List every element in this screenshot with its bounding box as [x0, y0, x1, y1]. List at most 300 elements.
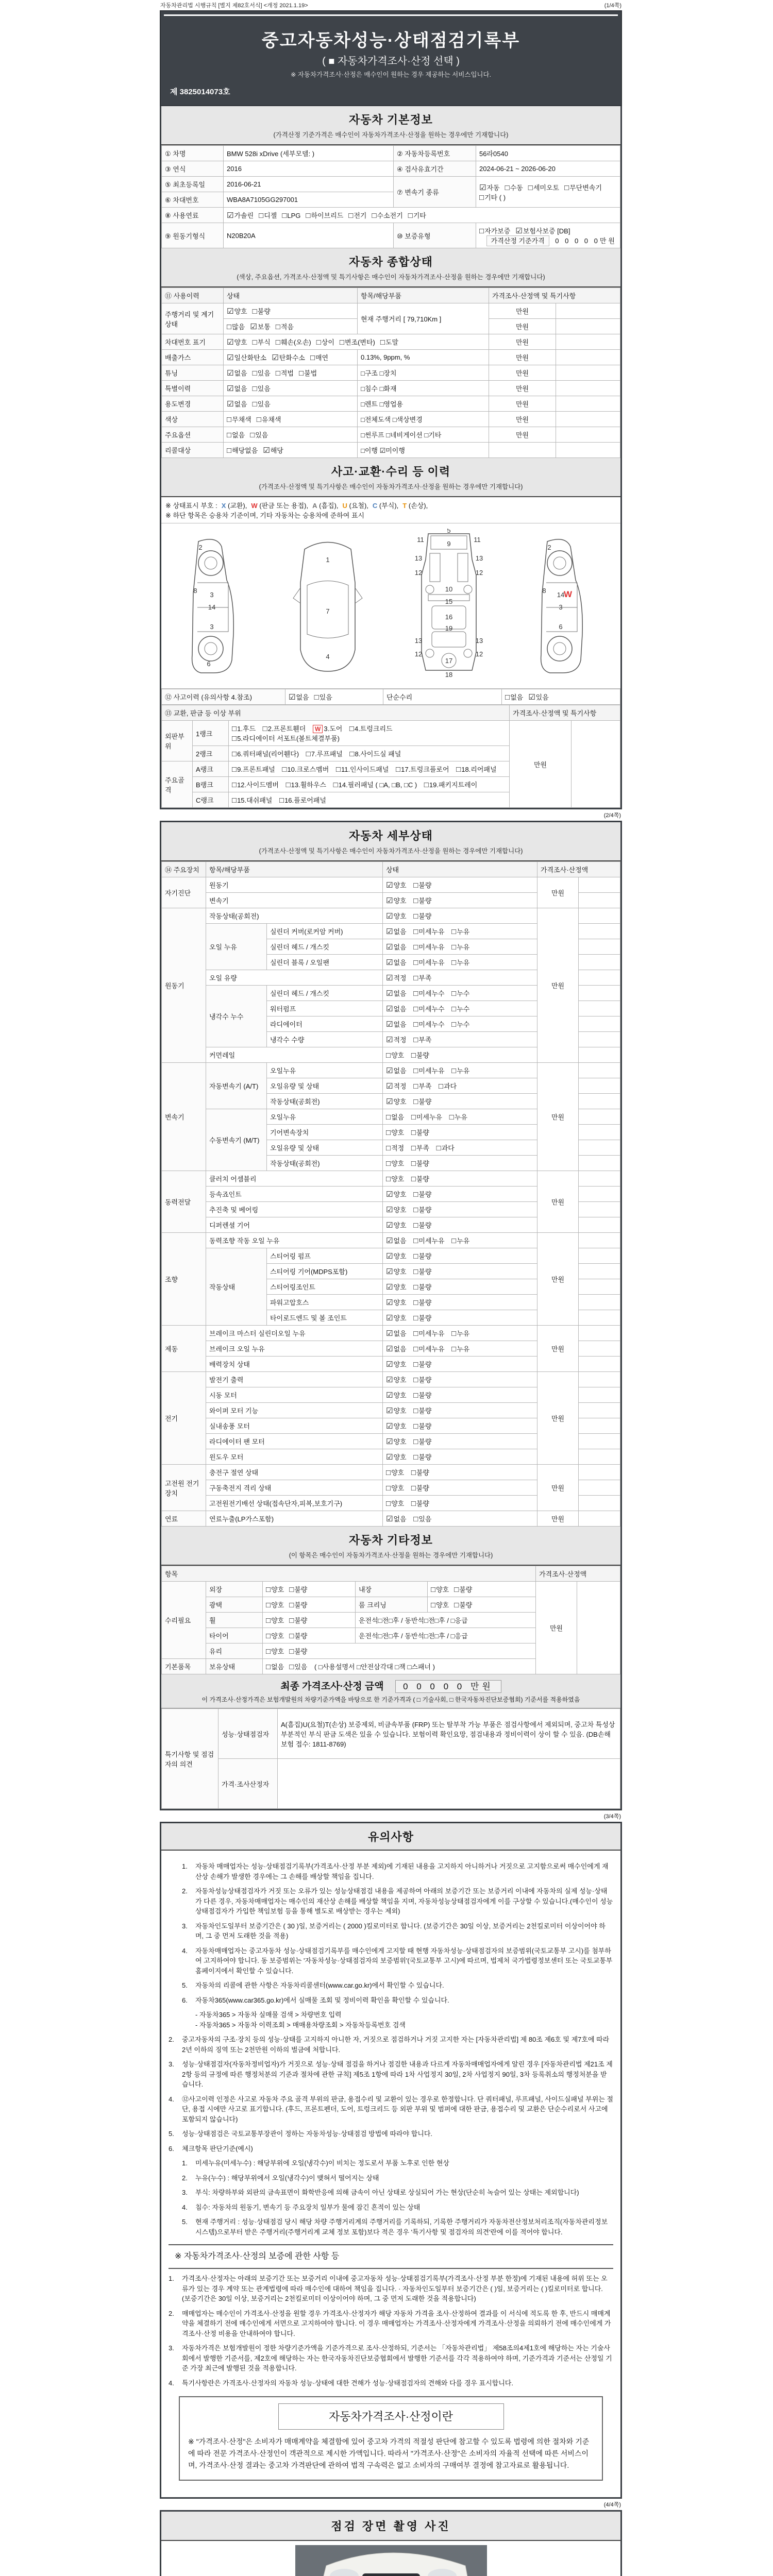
state-checkboxes[interactable]	[383, 1295, 537, 1310]
checkbox-option[interactable]: □불량	[413, 896, 432, 905]
state-checkboxes[interactable]	[383, 1032, 537, 1047]
state-checkboxes[interactable]	[383, 1480, 537, 1496]
checkbox-option[interactable]: □있음	[413, 1515, 432, 1523]
checkbox-option[interactable]: □양호	[431, 1601, 449, 1609]
checkbox-option[interactable]: ☑양호	[386, 1252, 407, 1261]
state-checkboxes[interactable]	[383, 1387, 537, 1403]
checkbox-option[interactable]: □7.루프패널	[306, 750, 343, 758]
checkbox-option[interactable]: □불량	[252, 307, 271, 316]
checkbox-option[interactable]: □적법	[275, 369, 294, 378]
checkbox-option[interactable]: ☑없음	[386, 943, 407, 952]
note-cell	[579, 1418, 620, 1434]
state-checkboxes[interactable]	[383, 955, 537, 970]
state-checkboxes[interactable]	[383, 893, 537, 908]
checkbox-option[interactable]: □양호	[386, 1499, 405, 1508]
checkbox-option[interactable]: □8.사이드실 패널	[349, 750, 401, 758]
checkbox-option[interactable]: □불량	[411, 1051, 429, 1060]
checkbox-option[interactable]: ☑일산화탄소	[227, 353, 267, 362]
unchecked-checkbox-icon: □	[413, 1437, 418, 1446]
checkbox-option[interactable]: □수소전기	[372, 211, 403, 220]
svg-text:2: 2	[547, 544, 551, 551]
engine-type-value: N20B20A	[224, 223, 394, 248]
state-checkboxes[interactable]: □없음 □있음 ( □사용설명서 □안전삼각대 □잭 □스패너 )	[263, 1659, 536, 1674]
unchecked-checkbox-icon: □	[413, 881, 418, 890]
state-checkboxes[interactable]	[383, 1496, 537, 1511]
checkbox-option[interactable]: □누유	[451, 1236, 470, 1245]
checkbox-option[interactable]: □불량	[413, 1221, 432, 1230]
checkbox-option[interactable]: □하이브리드	[306, 211, 344, 220]
checkbox-option[interactable]: □있음	[252, 369, 271, 378]
checkbox-option[interactable]: ☑양호	[386, 881, 407, 890]
checkbox-option[interactable]: ☑보통	[250, 323, 271, 331]
checkbox-option[interactable]: □불량	[413, 1252, 432, 1261]
checkbox-option[interactable]: □누유	[451, 1329, 470, 1338]
checkbox-option[interactable]: □불량	[413, 1314, 432, 1323]
checkbox-option[interactable]: □미세누유	[413, 1066, 445, 1075]
checkbox-option[interactable]: □불량	[413, 881, 432, 890]
panel-items[interactable]	[229, 746, 510, 761]
checkbox-option[interactable]: □17.트렁크플로어	[396, 765, 449, 774]
checkbox-option[interactable]: □양호	[386, 1468, 405, 1477]
state-checkboxes[interactable]	[383, 986, 537, 1001]
checkbox-option[interactable]: □불량	[413, 1283, 432, 1292]
checkbox-option[interactable]: □미세누유	[413, 927, 445, 936]
checkbox-option[interactable]: □기타	[408, 211, 426, 220]
state-checkboxes[interactable]	[383, 1156, 537, 1171]
row-label: 튜닝	[162, 365, 224, 381]
state-code: T (손상),	[402, 502, 428, 510]
notice-item-number: 4.	[182, 1946, 188, 1955]
checkbox-option[interactable]: □미세누수	[413, 989, 445, 998]
checkbox-option[interactable]: □불량	[454, 1601, 473, 1609]
state-checkboxes[interactable]	[383, 908, 537, 924]
unchecked-checkbox-icon: □	[339, 338, 344, 347]
svg-text:12: 12	[415, 650, 423, 658]
checkbox-option[interactable]: □불량	[411, 1159, 429, 1168]
checkbox-option[interactable]: □적음	[275, 323, 294, 331]
checkbox-option[interactable]: ☑없음	[227, 400, 247, 409]
unchecked-checkbox-icon: □	[386, 1499, 391, 1508]
state-checkboxes[interactable]	[383, 1016, 537, 1032]
car-diagram	[178, 531, 255, 681]
state-checkboxes[interactable]	[224, 412, 358, 427]
notice-item-text: 자동차가격은 보험개발원이 정한 차량기준가액을 기준가격으로 조사·산정하되, 기준서는 「자동차관리법」 제58조의4제1호에 해당하는 자는 기술사회에서 발행한 기준서를, 제2호에 해당하는 자는 한국자동차진단보증협회에서 발행한 기준서를 각각 적용하여야 하며, 기준가격과 기준서는 산정일 기준 가장 최근에 발행된 것을 적용합니다.	[182, 2344, 612, 2372]
checkbox-option[interactable]: □14.필러패널 ( □A, □B, □C )	[333, 781, 417, 789]
mileage-amount-checkboxes[interactable]	[224, 319, 358, 334]
state-checkboxes[interactable]	[224, 334, 489, 350]
state-checkboxes[interactable]	[383, 1094, 537, 1109]
note-cell	[556, 412, 620, 427]
checked-checkbox-icon: ☑	[386, 1236, 393, 1245]
checkbox-option[interactable]: □유채색	[256, 415, 281, 424]
checkbox-option[interactable]: □변조(변타)	[339, 338, 375, 347]
checkbox-option[interactable]: ☑적정	[386, 1036, 407, 1044]
part-name: 윈도우 모터	[206, 1449, 383, 1465]
state-checkboxes[interactable]	[224, 350, 358, 365]
gearbox-checkboxes[interactable]	[476, 177, 620, 208]
notice-item	[169, 2144, 613, 2154]
checkbox-option[interactable]: ☑없음	[386, 927, 407, 936]
unchecked-checkbox-icon: □	[411, 1468, 416, 1477]
checkbox-option[interactable]: □없음	[386, 1113, 405, 1122]
checkbox-option[interactable]: ☑없음	[386, 1236, 407, 1245]
state-checkboxes[interactable]	[383, 1279, 537, 1295]
checkbox-option[interactable]: ☑없음	[227, 369, 247, 378]
checkbox-option[interactable]: ☑양호	[386, 1376, 407, 1384]
part-name: 라디에이터	[267, 1016, 383, 1032]
checkbox-option[interactable]: ☑없음	[227, 384, 247, 393]
state-checkboxes[interactable]	[383, 1403, 537, 1418]
state-checkboxes[interactable]	[383, 1341, 537, 1357]
checkbox-option[interactable]: □무채색	[227, 415, 251, 424]
panel-items[interactable]	[229, 721, 510, 746]
checkbox-option[interactable]: □누수	[451, 989, 470, 998]
state-checkboxes[interactable]	[383, 1202, 537, 1217]
checkbox-option[interactable]: □전기	[348, 211, 367, 220]
checkbox-option[interactable]: ☑자동	[479, 183, 500, 192]
column-header: ⑪ 사용이력	[162, 288, 224, 303]
checkbox-option[interactable]: □기타 ( )	[479, 193, 506, 202]
page-mark-4: (4/4쪽)	[603, 2502, 621, 2509]
checkbox-option[interactable]: ☑있음	[528, 693, 549, 702]
state-checkboxes[interactable]	[383, 1125, 537, 1140]
checkbox-option[interactable]: ☑양호	[386, 1422, 407, 1431]
checkbox-option[interactable]: □불량	[289, 1601, 308, 1609]
checkbox-option[interactable]: □19.패키지트레이	[424, 781, 478, 789]
checkbox-option[interactable]: □불량	[411, 1468, 429, 1477]
note-cell	[579, 1387, 620, 1403]
checkbox-option[interactable]: □불량	[413, 1360, 432, 1369]
checkbox-option[interactable]: □양호	[266, 1632, 284, 1640]
svg-text:13: 13	[476, 554, 483, 562]
checkbox-option[interactable]: ☑양호	[386, 1360, 407, 1369]
state-checkboxes[interactable]	[383, 1078, 537, 1094]
checkbox-option[interactable]: ☑없음	[386, 989, 407, 998]
checkbox-option[interactable]: □양호	[386, 1051, 405, 1060]
checkbox-option[interactable]: □12.사이드멤버	[232, 781, 279, 789]
checkbox-option[interactable]: ☑없음	[386, 1066, 407, 1075]
checkbox-option[interactable]: □미세누유	[413, 1345, 445, 1353]
checkbox-option[interactable]: ☑양호	[386, 1391, 407, 1400]
state-checkboxes[interactable]	[383, 1449, 537, 1465]
checkbox-option[interactable]: □부족	[413, 1036, 432, 1044]
unchecked-checkbox-icon: □	[413, 974, 418, 982]
checkbox-option[interactable]: □불량	[413, 1206, 432, 1214]
note-cell	[577, 1582, 620, 1674]
checkbox-option[interactable]: ☑없음	[386, 1515, 407, 1523]
checkbox-option[interactable]: □무단변속기	[564, 183, 602, 192]
checkbox-option[interactable]: □양호	[386, 1128, 405, 1137]
model-year-value: 2016	[224, 161, 394, 177]
unchecked-checkbox-icon: □	[252, 307, 257, 316]
state-checkboxes[interactable]	[263, 1597, 356, 1613]
checkbox-option[interactable]: □누유	[449, 1113, 467, 1122]
state-checkboxes[interactable]	[383, 1310, 537, 1326]
checkbox-option[interactable]: □없음	[227, 431, 245, 439]
checkbox-option[interactable]: □불량	[413, 1437, 432, 1446]
checkbox-option[interactable]: □불량	[413, 1453, 432, 1462]
checkbox-option[interactable]: ☑양호	[227, 307, 247, 316]
column-header: 상태	[224, 288, 358, 303]
checkbox-option[interactable]: □상이	[316, 338, 334, 347]
page1-box	[160, 106, 622, 809]
form-topline	[160, 0, 622, 10]
note-cell	[579, 1187, 620, 1202]
checkbox-option[interactable]: □적정	[386, 1144, 405, 1153]
checkbox-option[interactable]: □세미오토	[528, 183, 560, 192]
state-checkboxes[interactable]	[224, 427, 358, 443]
checkbox-option[interactable]: □양호	[266, 1616, 284, 1625]
state-checkboxes[interactable]	[383, 1217, 537, 1233]
state-checkboxes[interactable]	[383, 1357, 537, 1372]
checkbox-option[interactable]: □LPG	[282, 211, 301, 220]
state-checkboxes[interactable]	[383, 1001, 537, 1016]
checkbox-option[interactable]: ☑양호	[386, 1206, 407, 1214]
checkbox-option[interactable]: □없음	[266, 1663, 284, 1671]
mileage-state-checkboxes[interactable]	[224, 303, 358, 319]
state-checkboxes[interactable]	[263, 1628, 356, 1643]
state-checkboxes[interactable]	[263, 1643, 536, 1659]
checkbox-option[interactable]: ☑없음	[289, 693, 309, 702]
checkbox-option[interactable]: □미세누수	[413, 1005, 445, 1013]
unchecked-checkbox-icon: □	[413, 1345, 418, 1353]
checkbox-option[interactable]: □불량	[413, 1267, 432, 1276]
checkbox-option[interactable]: □11.인사이드패널	[335, 765, 389, 774]
simple-repair-checkboxes[interactable]	[502, 689, 620, 705]
checkbox-option[interactable]: □5.라디에이터 서포트(볼트체결부품)	[232, 734, 340, 743]
checkbox-option[interactable]: ☑양호	[386, 1437, 407, 1446]
checkbox-option[interactable]: ☑없음	[386, 1005, 407, 1013]
checkbox-option[interactable]: □부식	[252, 338, 271, 347]
checkbox-option[interactable]: □과다	[439, 1082, 457, 1091]
checkbox-option[interactable]: ☑양호	[386, 896, 407, 905]
checkbox-option[interactable]: □16.플로어패널	[279, 796, 326, 805]
state-checkboxes[interactable]	[263, 1613, 356, 1628]
checkbox-option[interactable]: □부족	[413, 974, 432, 982]
checkbox-option[interactable]: □있음	[289, 1663, 308, 1671]
checkbox-option[interactable]: □불량	[289, 1616, 308, 1625]
part-name: 오일누유	[267, 1063, 383, 1078]
state-checkboxes[interactable]	[224, 365, 358, 381]
fuel-checkboxes[interactable]	[224, 208, 620, 223]
checkbox-option[interactable]: □있음	[252, 384, 271, 393]
panel-items[interactable]	[229, 761, 510, 777]
state-checkboxes[interactable]	[224, 443, 358, 458]
checkbox-option[interactable]: □불량	[289, 1632, 308, 1640]
checkbox-option[interactable]: □누유	[451, 1345, 470, 1353]
checkbox-option[interactable]: □10.크로스멤버	[282, 765, 329, 774]
checkbox-option[interactable]: ☑없음	[386, 1345, 407, 1353]
checkbox-option[interactable]: □15.대쉬패널	[232, 796, 273, 805]
notice-item	[182, 1861, 613, 1882]
checkbox-option[interactable]: ☑양호	[386, 1298, 407, 1307]
checkbox-option[interactable]: ☑양호	[386, 1221, 407, 1230]
checkbox-option[interactable]: ☑가솔린	[227, 211, 254, 220]
checkbox-option[interactable]: ☑해당	[263, 446, 283, 455]
checkbox-option[interactable]: □미세누유	[413, 1329, 445, 1338]
notice-item-text: 자동차성능상태점검자가 거짓 또는 오류가 있는 성능상태점검 내용을 제공하여 아래의 보증기간 또는 보증거리 이내에 자동차의 실제 성능·상태가 다른 경우, 자동차매매업자는 매수인의 재산상 손해를 배상할 책임을 지며, 자동차성능상태점검자에게 이를 구상할 수 있습니다.(매수인이 성능상태점검자가 가입한 책임보험 등을 통해 별도로 배상받는 경우는 제외)	[195, 1887, 613, 1915]
checkbox-option[interactable]: ☑양호	[386, 1453, 407, 1462]
state-checkboxes[interactable]	[428, 1597, 536, 1613]
checkbox-option[interactable]: □불량	[413, 1190, 432, 1199]
checkbox-option[interactable]: □미세누유	[413, 943, 445, 952]
checkbox-option[interactable]: □불량	[289, 1585, 308, 1594]
warranty-checkboxes[interactable]	[479, 227, 575, 235]
checkbox-option[interactable]: □18.리어패널	[456, 765, 497, 774]
state-checkboxes[interactable]	[383, 877, 537, 893]
checkbox-option[interactable]: □미세누유	[413, 1236, 445, 1245]
checkbox-option[interactable]: □9.프론트패널	[232, 765, 275, 774]
checkbox-option[interactable]: ☑양호	[386, 1097, 407, 1106]
state-checkboxes[interactable]	[263, 1582, 356, 1597]
checkbox-option[interactable]: ☑적정	[386, 1082, 407, 1091]
checkbox-option[interactable]: □불량	[454, 1585, 473, 1594]
state-checkboxes[interactable]	[383, 1187, 537, 1202]
state-checkboxes[interactable]	[224, 381, 358, 396]
state-checkboxes[interactable]	[383, 1140, 537, 1156]
checkbox-option[interactable]: □6.쿼터패널(리어휀다)	[232, 750, 299, 758]
checkbox-option[interactable]: □누유	[451, 927, 470, 936]
checkbox-option[interactable]: □2.프론트휀더	[262, 724, 306, 733]
state-checkboxes[interactable]	[383, 939, 537, 955]
state-checkboxes[interactable]	[224, 396, 358, 412]
device-group: 변속기	[162, 1063, 206, 1171]
checkbox-option[interactable]: ☑없음	[386, 1020, 407, 1029]
checkbox-option[interactable]: □많음	[227, 323, 245, 331]
state-checkboxes[interactable]	[383, 924, 537, 939]
state-checkboxes[interactable]	[383, 1511, 537, 1527]
checked-checkbox-icon: ☑	[227, 211, 234, 220]
checkbox-option[interactable]: ☑양호	[386, 1190, 407, 1199]
checkbox-option[interactable]: ☑양호	[386, 1406, 407, 1415]
checkbox-option[interactable]: ☑탄화수소	[272, 353, 305, 362]
checkbox-option[interactable]: □불량	[413, 1376, 432, 1384]
checkbox-option[interactable]: ☑양호	[386, 1267, 407, 1276]
checkbox-option[interactable]: □불량	[411, 1484, 429, 1493]
checkbox-option[interactable]: □불량	[411, 1175, 429, 1183]
state-checkboxes[interactable]	[383, 1264, 537, 1279]
state-codes-legend	[161, 497, 620, 523]
checkbox-option[interactable]: □부족	[411, 1144, 429, 1153]
checkbox-option[interactable]: ☑양호	[386, 1314, 407, 1323]
checkbox-option[interactable]: □미세누유	[411, 1113, 443, 1122]
checkbox-option[interactable]: □누유	[451, 1066, 470, 1075]
checkbox-option[interactable]: W 3.도어	[313, 723, 342, 733]
checkbox-option[interactable]: □불법	[298, 369, 317, 378]
state-checkboxes[interactable]	[428, 1582, 536, 1597]
row-label: 주요옵션	[162, 427, 224, 443]
state-checkboxes[interactable]	[383, 1372, 537, 1387]
checkbox-option[interactable]: □불량	[289, 1647, 308, 1656]
checkbox-option[interactable]: ☑양호	[386, 1283, 407, 1292]
checkbox-option[interactable]: ☑양호	[386, 912, 407, 921]
checkbox-option[interactable]: □불량	[413, 1097, 432, 1106]
checkbox-option[interactable]: □불량	[413, 1422, 432, 1431]
checkbox-option[interactable]: □없음	[505, 693, 524, 702]
checkbox-option[interactable]: □부족	[413, 1082, 432, 1091]
checkbox-option[interactable]: □도말	[380, 338, 399, 347]
state-checkboxes[interactable]	[383, 1248, 537, 1264]
checkbox-option[interactable]: □있음	[314, 693, 332, 702]
accident-history-checkboxes[interactable]	[285, 689, 383, 705]
checkbox-option[interactable]: □불량	[413, 1298, 432, 1307]
svg-text:W: W	[564, 589, 573, 599]
checkbox-option[interactable]: ☑없음	[386, 958, 407, 967]
checkbox-option[interactable]: □누유	[451, 958, 470, 967]
checkbox-option[interactable]: □수동	[505, 183, 523, 192]
remarks-head: 특기사항 및 점검자의 의견	[162, 1709, 219, 1809]
checkbox-option[interactable]: ☑보험사보증 [DB]	[515, 227, 570, 235]
unchecked-checkbox-icon: □	[227, 415, 232, 424]
state-checkboxes[interactable]	[383, 1171, 537, 1187]
state-checkboxes[interactable]	[383, 1434, 537, 1449]
state-checkboxes[interactable]	[383, 1465, 537, 1480]
checked-checkbox-icon: ☑	[386, 1376, 393, 1384]
checkbox-option[interactable]: □양호	[266, 1585, 284, 1594]
panel-items[interactable]	[229, 792, 510, 808]
checkbox-option[interactable]: □과다	[436, 1144, 455, 1153]
state-checkboxes[interactable]	[383, 1233, 537, 1248]
checkbox-option[interactable]: □양호	[386, 1484, 405, 1493]
checkbox-option[interactable]: □불량	[411, 1499, 429, 1508]
panel-items[interactable]	[229, 777, 510, 792]
svg-text:4: 4	[326, 653, 330, 660]
checkbox-option[interactable]: □1.후드	[232, 724, 256, 733]
checkbox-option[interactable]: □양호	[266, 1601, 284, 1609]
sub-group: 오일 누유	[206, 924, 267, 970]
checkbox-option[interactable]: □있음	[250, 431, 268, 439]
checkbox-option[interactable]: □13.휠하우스	[285, 781, 326, 789]
unchecked-checkbox-icon: □	[413, 927, 418, 936]
checkbox-option[interactable]: □자가보증	[479, 227, 511, 235]
notice-item-text: 침수: 자동차의 원동기, 변속기 등 주요장치 일부가 물에 잠긴 흔적이 있는 상태	[195, 2203, 421, 2211]
checkbox-option[interactable]: □누유	[451, 943, 470, 952]
checkbox-option[interactable]: ☑없음	[386, 1329, 407, 1338]
checkbox-option[interactable]: □있음	[252, 400, 271, 409]
checkbox-option[interactable]: □누수	[451, 1005, 470, 1013]
unchecked-checkbox-icon: □	[282, 765, 287, 774]
state-checkboxes[interactable]	[383, 1418, 537, 1434]
svg-text:1: 1	[326, 556, 330, 564]
state-checkboxes[interactable]	[383, 1109, 537, 1125]
checkbox-option[interactable]: □양호	[386, 1175, 405, 1183]
checkbox-option[interactable]: □불량	[413, 1406, 432, 1415]
state-checkboxes[interactable]	[383, 970, 537, 986]
checkbox-option[interactable]: ☑적정	[386, 974, 407, 982]
checkbox-option[interactable]: □양호	[266, 1647, 284, 1656]
checkbox-option[interactable]: □미세누유	[413, 958, 445, 967]
final-price-value: 0 0 0 0 0 만원	[395, 1680, 501, 1693]
checkbox-option[interactable]: □디젤	[259, 211, 277, 220]
checkbox-option[interactable]: □훼손(오손)	[275, 338, 311, 347]
checkbox-option[interactable]: ☑양호	[227, 338, 247, 347]
state-checkboxes[interactable]	[383, 1063, 537, 1078]
checkbox-option[interactable]: □누수	[451, 1020, 470, 1029]
checkbox-option[interactable]: □불량	[413, 912, 432, 921]
checkbox-option[interactable]: □불량	[411, 1128, 429, 1137]
checkbox-option[interactable]: □4.트렁크리드	[349, 724, 393, 733]
checkbox-option[interactable]: □양호	[431, 1585, 449, 1594]
state-checkboxes[interactable]	[383, 1047, 537, 1063]
checkbox-option[interactable]: □미세누수	[413, 1020, 445, 1029]
state-checkboxes[interactable]	[383, 1326, 537, 1341]
checkbox-option[interactable]: □불량	[413, 1391, 432, 1400]
unchecked-checkbox-icon: □	[411, 1499, 416, 1508]
page-mark-2: (2/4쪽)	[603, 812, 621, 819]
checkbox-option[interactable]: □양호	[386, 1159, 405, 1168]
checkbox-option[interactable]: □해당없음	[227, 446, 258, 455]
checkbox-option[interactable]: □매연	[310, 353, 329, 362]
